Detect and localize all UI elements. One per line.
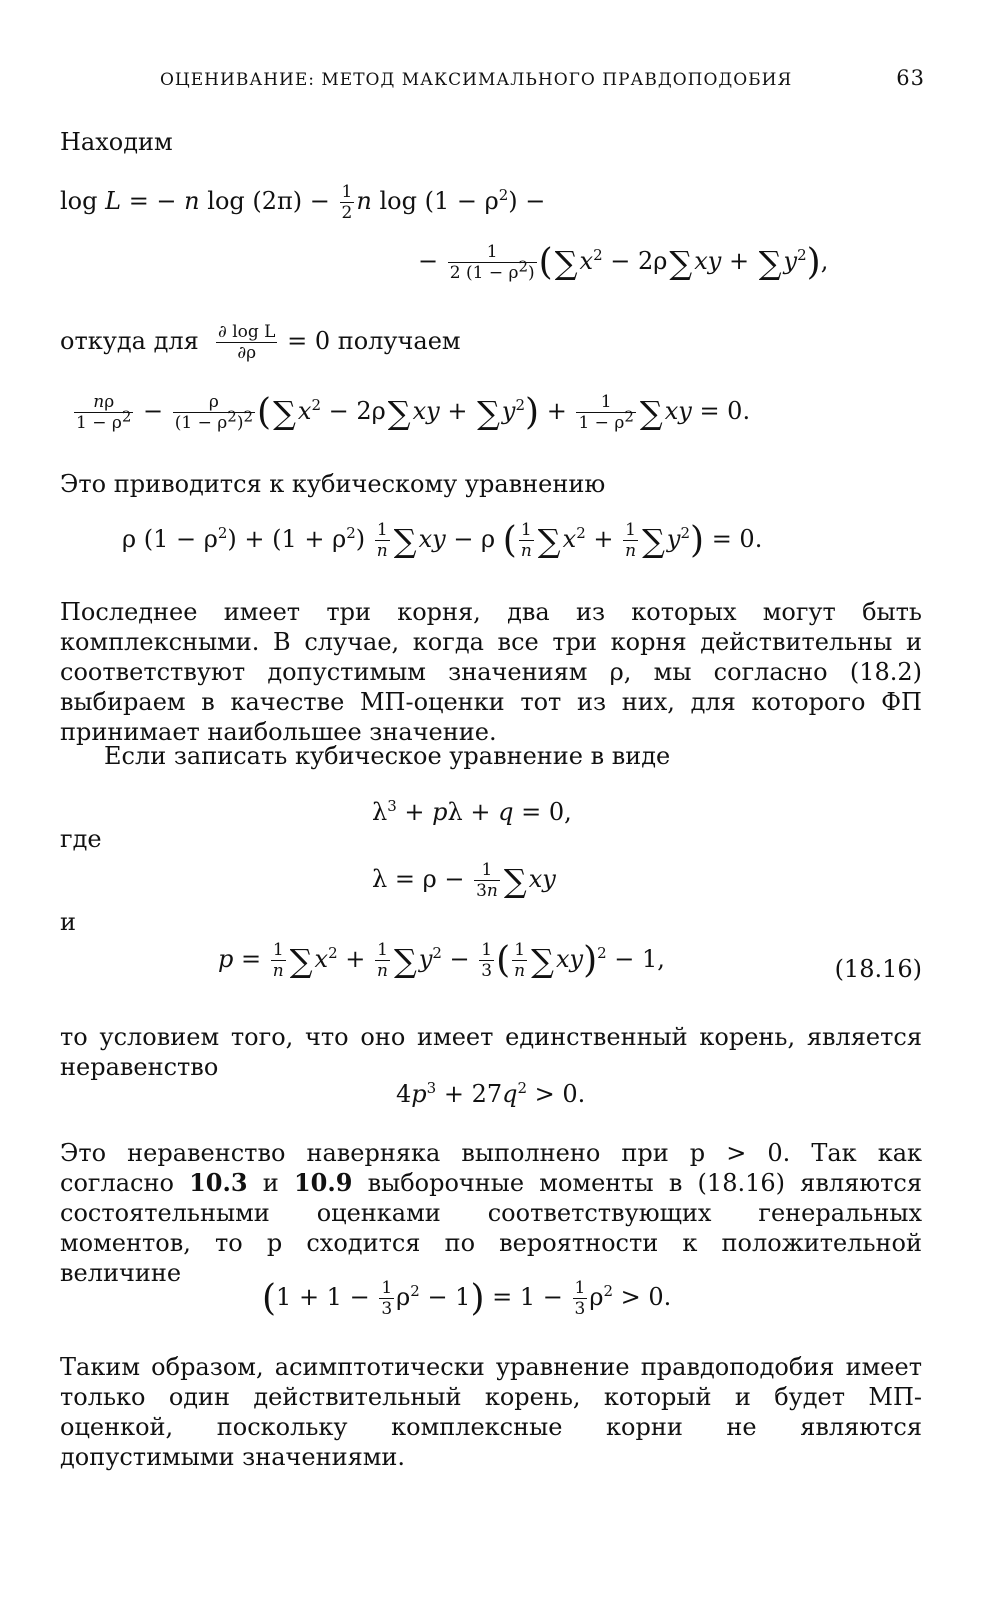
- paragraph-consistency: [60, 1138, 922, 1288]
- text-otkuda: [60, 322, 461, 363]
- para4-b: и: [247, 1169, 294, 1197]
- equation-number: (18.16): [834, 955, 922, 983]
- equation-limit: (1 + 1 − $\frac{1}{3}$ $\rho^2 - 1) = 1$ − $\frac{1}{3}$ $\rho^2 > 0$.: [262, 1278, 672, 1319]
- para4-a: Это неравенство наверняка выполнено при p > 0. Так как согласно: [60, 1139, 922, 1197]
- ref-10-9: 10.9: [293, 1168, 353, 1197]
- equation-inequality: $4p^3 + 27q^2 > 0$.: [396, 1079, 586, 1108]
- equation-loglik-1: log L = − n log (2π) − $\frac{1}{2}$ n $\log (1 - \rho^2)$ −: [60, 182, 546, 223]
- equation-loglik-2: − $\frac{1}{2 (1 - \rho^2)}$ $(\sum x^2 - 2\rho\sum xy + \sum y^2)$,: [418, 242, 829, 283]
- equation-p: p = $\frac{1}{n}$ $\sum x^2$ + $\frac{1}{n}$ $\sum y^2$ − $\frac{1}{3}$ ( $\frac{1}{n}$ ∑xy)$^2$ − 1,: [218, 940, 665, 981]
- paragraph-condition: то условием того, что оно имеет единственный корень, является неравенство: [60, 1023, 922, 1081]
- equation-lambda: λ = ρ − $\frac{1}{3n}$ ∑xy: [372, 860, 556, 901]
- text-cubic-intro: Это приводится к кубическому уравнению: [60, 470, 606, 498]
- text-cubic-form-intro: Если записать кубическое уравнение в виде: [104, 742, 671, 770]
- text-gde: где: [60, 825, 102, 853]
- derivative-fraction: $\frac{\text{∂ log L}}{\partial\rho}$: [218, 322, 276, 363]
- page-number: 63: [896, 66, 925, 90]
- ref-10-3: 10.3: [189, 1168, 248, 1197]
- text-otkuda-dlya: откуда для: [60, 327, 199, 355]
- text-i: и: [60, 908, 76, 936]
- para4-c: выборочные моменты в (18.16) являются состоятельными оценками соответствующих генеральных моментов, то p сходится по вероятности к положительной величине: [60, 1169, 922, 1287]
- paragraph-three-roots: Последнее имеет три корня, два из которых могут быть комплексными. В случае, когда все три корня действительны и соответствуют допустимым значениям ρ, мы согласно (18.2) выбираем в качестве МП-оценки тот из них, для которого ФП принимает наибольшее значение.: [60, 598, 922, 746]
- text-poluchaem: = 0 получаем: [287, 327, 461, 355]
- header-title: ОЦЕНИВАНИЕ: МЕТОД МАКСИМАЛЬНОГО ПРАВДОПОДОБИЯ: [160, 70, 793, 90]
- equation-cubic: ρ $(1 - \rho^2) + (1 + \rho^2)$ $\frac{1}{n}$ ∑xy − ρ ( $\frac{1}{n}$ $\sum x^2$ + $\frac{1}{n}$ $\sum y^2) = 0$.: [122, 520, 763, 561]
- paragraph-conclusion: Таким образом, асимптотически уравнение правдоподобия имеет только один действительный корень, который и будет МП-оценкой, поскольку комплексные корни не являются допустимыми значениями.: [60, 1353, 922, 1471]
- equation-likelihood: $\frac{n\rho}{1 - \rho^2}$ − $\frac{\rho}{(1 - \rho^2)^2}$ $(\sum x^2 - 2\rho\sum xy + \sum y^2)$ + $\frac{1}{1 - \rho^2}$ ∑xy = 0.: [76, 392, 751, 433]
- equation-depressed-cubic: $\lambda^3 + p\lambda + q = 0$,: [372, 797, 572, 826]
- text-nakhodim: Находим: [60, 128, 173, 156]
- running-header: [60, 66, 925, 96]
